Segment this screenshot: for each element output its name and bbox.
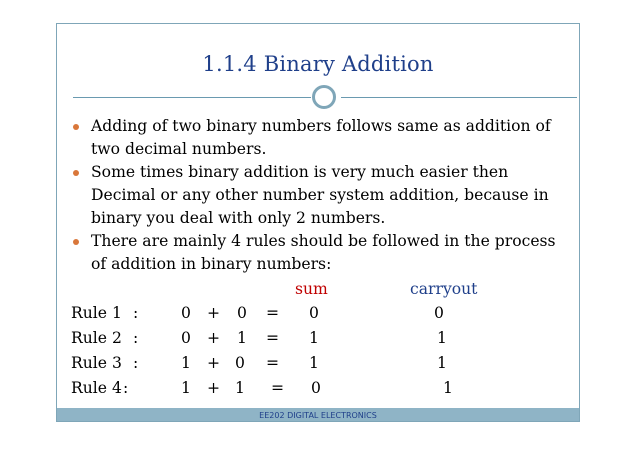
equals-sign: =	[271, 379, 285, 397]
slide-title: 1.1.4 Binary Addition	[202, 52, 434, 76]
bullet-item	[57, 161, 577, 230]
addend-b: 0	[237, 304, 247, 322]
plus-sign: +	[207, 354, 221, 372]
rule-colon: :	[123, 379, 129, 397]
rule-label: Rule 2	[71, 329, 122, 347]
bullet-text: Some times binary addition is very much easier then Decimal or any other number system addition, because in binary you deal with only 2 numbers.	[91, 163, 549, 227]
addend-a: 1	[181, 379, 191, 397]
bullet-item	[57, 115, 577, 161]
bullet-list	[57, 115, 577, 276]
footer-text: EE202 DIGITAL ELECTRONICS	[259, 411, 377, 420]
bullet-dot-icon	[73, 239, 79, 245]
rule-label: Rule 4	[71, 379, 122, 397]
bullet-item	[57, 230, 577, 276]
sum-value: 1	[309, 354, 319, 372]
equals-sign: =	[266, 329, 280, 347]
addend-a: 1	[181, 354, 191, 372]
sum-value: 0	[311, 379, 321, 397]
rule-label: Rule 3	[71, 354, 122, 372]
addend-a: 0	[181, 329, 191, 347]
sum-value: 0	[309, 304, 319, 322]
addend-b: 1	[235, 379, 245, 397]
sum-value: 1	[309, 329, 319, 347]
plus-sign: +	[207, 379, 221, 397]
bullet-text: Adding of two binary numbers follows same as addition of two decimal numbers.	[91, 117, 551, 158]
plus-sign: +	[207, 304, 221, 322]
equals-sign: =	[266, 354, 280, 372]
carry-value: 0	[434, 304, 444, 322]
addend-b: 0	[235, 354, 245, 372]
bullet-dot-icon	[73, 124, 79, 130]
addend-b: 1	[237, 329, 247, 347]
plus-sign: +	[207, 329, 221, 347]
rule-colon: :	[133, 354, 139, 372]
carry-value: 1	[437, 329, 447, 347]
slide-frame	[56, 23, 580, 422]
title-divider-right	[341, 97, 577, 98]
sum-header: sum	[295, 280, 328, 298]
addend-a: 0	[181, 304, 191, 322]
rule-colon: :	[133, 329, 139, 347]
rule-colon: :	[133, 304, 139, 322]
title-divider-circle	[312, 85, 336, 109]
bullet-text: There are mainly 4 rules should be followed in the process of addition in binary numbers:	[91, 232, 556, 273]
carry-value: 1	[437, 354, 447, 372]
equals-sign: =	[266, 304, 280, 322]
rule-label: Rule 1	[71, 304, 122, 322]
title-divider-left	[73, 97, 311, 98]
bullet-dot-icon	[73, 170, 79, 176]
carryout-header: carryout	[410, 280, 478, 298]
carry-value: 1	[443, 379, 453, 397]
